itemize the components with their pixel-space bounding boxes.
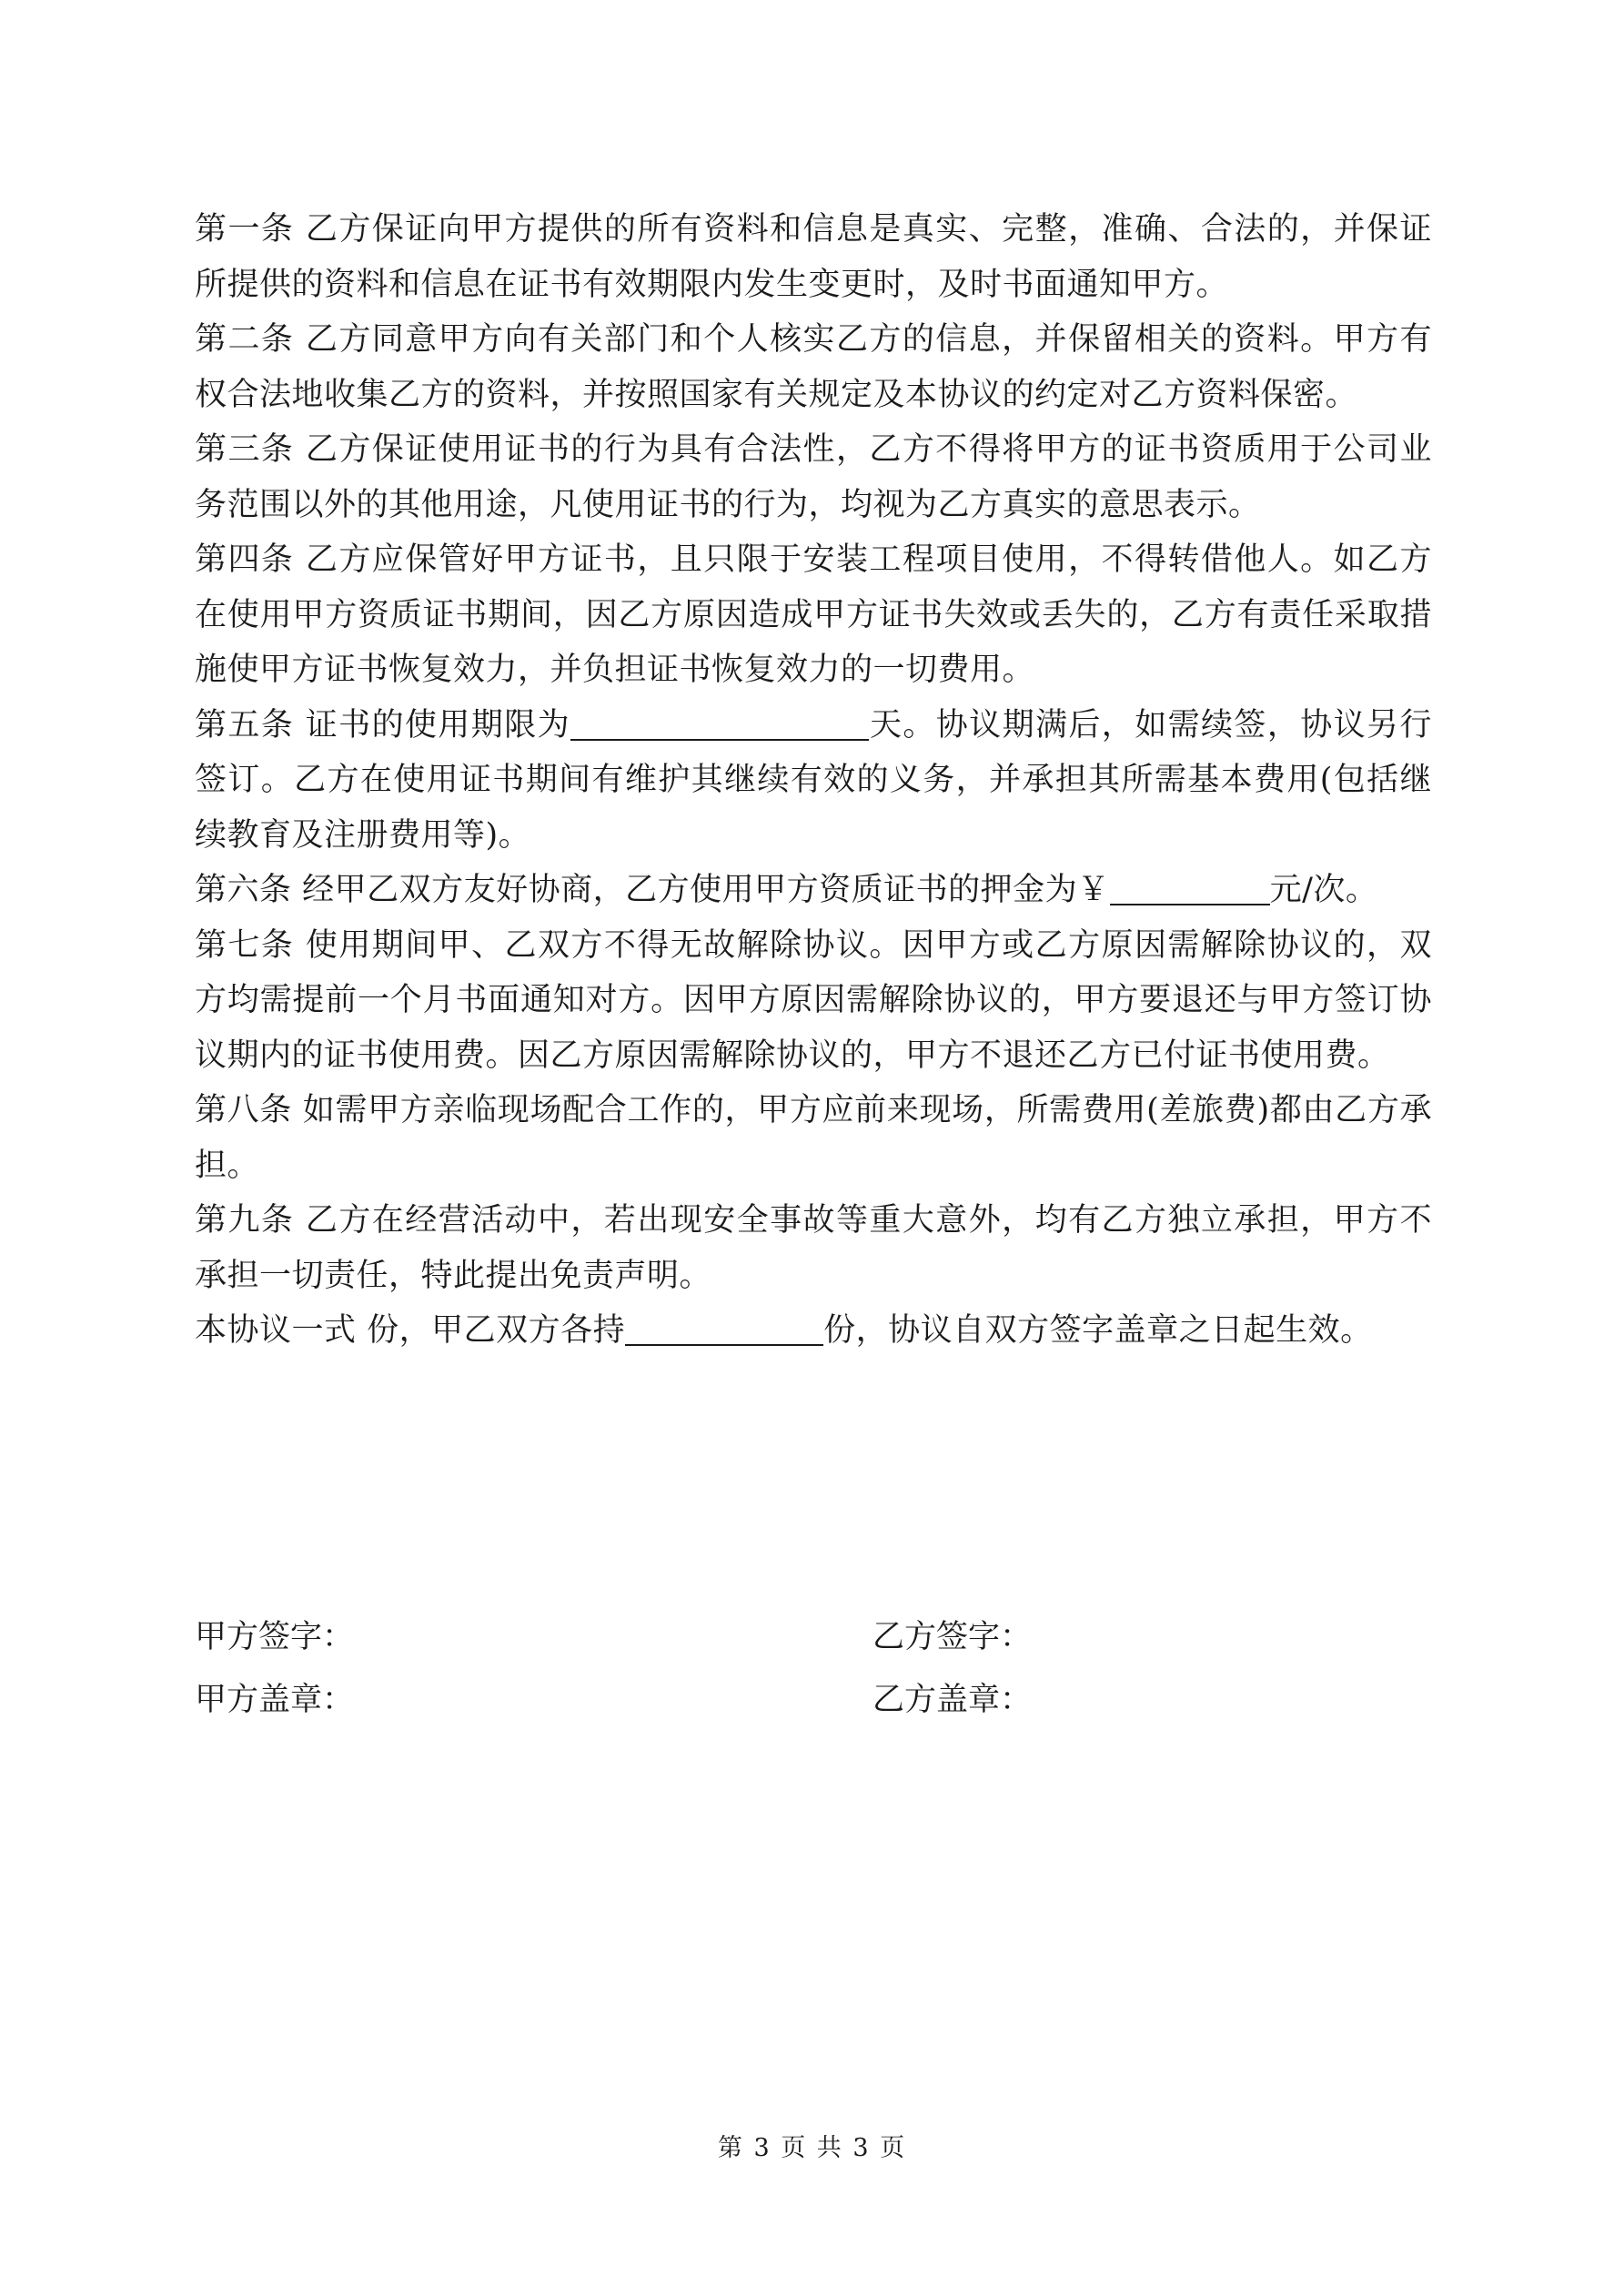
signature-row (195, 1606, 1432, 1669)
clause-4 (195, 532, 1432, 698)
seal-row (195, 1669, 1432, 1732)
clause-text: 第三条 乙方保证使用证书的行为具有合法性，乙方不得将甲方的证书资质用于公司业务范围以外的其他用途，凡使用证书的行为，均视为乙方真实的意思表示。 (195, 431, 1432, 523)
closing-clause (195, 1303, 1432, 1359)
closing-after: 份，协议自双方签字盖章之日起生效。 (823, 1312, 1373, 1349)
clause-2 (195, 312, 1432, 422)
clause-6-before: 第六条 经甲乙双方友好协商，乙方使用甲方资质证书的押金为￥ (195, 872, 1110, 908)
clause-8 (195, 1083, 1432, 1193)
clause-6 (195, 863, 1432, 918)
clause-5 (195, 698, 1432, 864)
closing-paragraph (195, 1303, 1432, 1359)
closing-before: 本协议一式 份，甲乙双方各持 (195, 1312, 626, 1349)
agreement-body (195, 202, 1432, 1359)
clause-7 (195, 918, 1432, 1084)
clause-1 (195, 202, 1432, 312)
page-number-footer: 第 3 页 共 3 页 (717, 2134, 907, 2162)
deposit-amount-blank[interactable] (1110, 867, 1270, 905)
party-b-signature-label: 乙方签字： (873, 1619, 1033, 1655)
usage-days-blank[interactable] (570, 703, 869, 741)
clause-5-before: 第五条 证书的使用期限为 (195, 706, 571, 743)
party-b-seal-label: 乙方盖章： (873, 1682, 1033, 1718)
clause-5-after: 天。协议期满后，如需续签，协议另行签订。乙方在使用证书期间有维护其继续有效的义务，并承担其所需基本费用(包括继续教育及注册费用等)。 (195, 706, 1432, 854)
party-a-seal-label: 甲方盖章： (195, 1682, 355, 1718)
clause-9 (195, 1193, 1432, 1303)
signature-area (195, 1606, 1432, 1732)
clause-5-paragraph (195, 698, 1432, 864)
clause-3 (195, 422, 1432, 532)
clause-text: 第一条 乙方保证向甲方提供的所有资料和信息是真实、完整，准确、合法的，并保证所提供的资料和信息在证书有效期限内发生变更时，及时书面通知甲方。 (195, 211, 1432, 303)
party-a-signature-label: 甲方签字： (195, 1619, 355, 1655)
clause-text: 第四条 乙方应保管好甲方证书，且只限于安装工程项目使用，不得转借他人。如乙方在使用甲方资质证书期间，因乙方原因造成甲方证书失效或丢失的，乙方有责任采取措施使甲方证书恢复效力，并负担证书恢复效力的一切费用。 (195, 541, 1432, 688)
clause-text: 第二条 乙方同意甲方向有关部门和个人核实乙方的信息，并保留相关的资料。甲方有权合法地收集乙方的资料，并按照国家有关规定及本协议的约定对乙方资料保密。 (195, 321, 1432, 413)
clause-text: 第八条 如需甲方亲临现场配合工作的，甲方应前来现场，所需费用(差旅费)都由乙方承担。 (195, 1092, 1432, 1184)
clause-6-paragraph (195, 863, 1432, 918)
clause-text: 第九条 乙方在经营活动中，若出现安全事故等重大意外，均有乙方独立承担，甲方不承担一切责任，特此提出免责声明。 (195, 1202, 1432, 1294)
copies-count-blank[interactable] (625, 1308, 823, 1346)
clause-6-after: 元/次。 (1269, 872, 1378, 908)
clause-text: 第七条 使用期间甲、乙双方不得无故解除协议。因甲方或乙方原因需解除协议的，双方均需提前一个月书面通知对方。因甲方原因需解除协议的，甲方要退还与甲方签订协议期内的证书使用费。因乙方原因需解除协议的，甲方不退还乙方已付证书使用费。 (195, 926, 1432, 1074)
